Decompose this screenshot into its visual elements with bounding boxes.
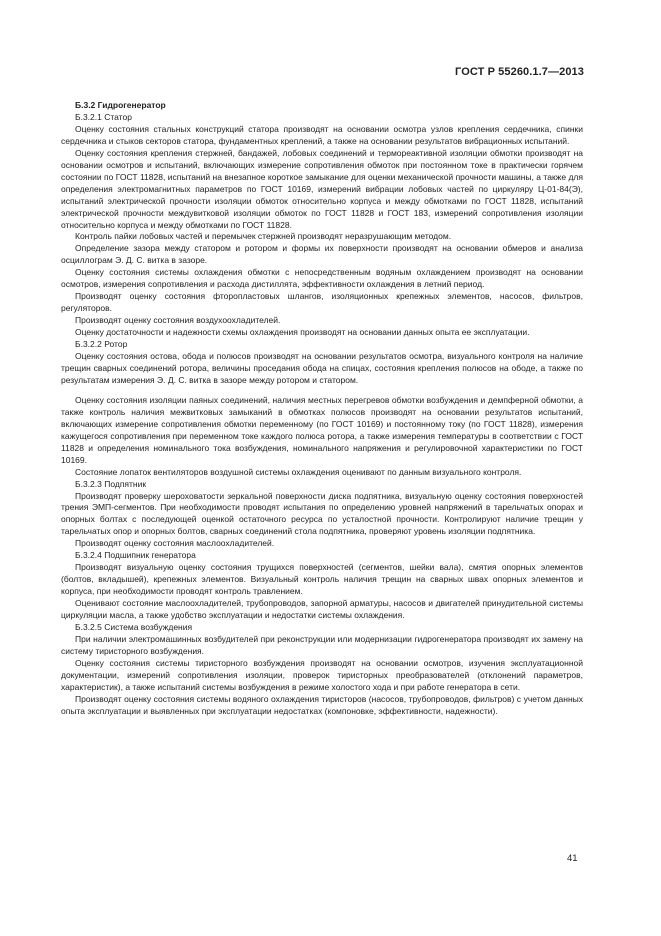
- paragraph: Производят оценку состояния воздухоохладителей.: [75, 315, 281, 326]
- paragraph: Контроль пайки лобовых частей и перемычек стержней производят неразрушающим методом.: [75, 231, 452, 242]
- subsection-heading-generator-bearing: Б.3.2.4 Подшипник генератора: [75, 550, 196, 561]
- paragraph: Оценку состояния крепления стержней, бандажей, лобовых соединений и термореактивной изоляции обмотки производят на основании осмотров и испытаний, включающих измерение сопротивления обмоток при постоянном токе в практически горячем состоянии по ГОСТ 11828, испытаний на внезапное короткое замыкание для оценки механической прочности машины, а также для определения электромагнитных параметров по ГОСТ 10169, измерений вибрации лобовых частей по циркуляру Ц-01-84(Э), испытаний электрической прочности изоляции обмоток относительно корпуса и между обмотками по ГОСТ 11828, испытаний электрической прочности междувитковой изоляции обмоток по ГОСТ 11828 и ГОСТ 183, измерений сопротивления изоляции относительно корпуса и между обмотками по ГОСТ 11828.: [61, 147, 583, 230]
- paragraph: При наличии электромашинных возбудителей при реконструкции или модернизации гидрогенератора производят их замену на систему тиристорного возбуждения.: [61, 633, 583, 656]
- paragraph: Оценку состояния стальных конструкций статора производят на основании осмотра узлов крепления сердечника, спинки сердечника и стыков секторов статора, фундаментных креплений, а также на основании результатов вибрационных испытаний.: [61, 123, 583, 146]
- paragraph: Определение зазора между статором и ротором и формы их поверхности производят на основании обмеров и анализа осциллограм Э. Д. С. витка в зазоре.: [61, 243, 583, 266]
- paragraph: Производят оценку состояния фторопластовых шлангов, изоляционных крепежных элементов, насосов, фильтров, регуляторов.: [61, 291, 583, 314]
- subsection-heading-rotor: Б.3.2.2 Ротор: [75, 339, 128, 350]
- paragraph: Оценку состояния системы тиристорного возбуждения производят на основании осмотров, изучения эксплуатационной документации, измерений сопротивления изоляции, проверок тиристорных преобразователей (отклонений параметров, характеристик), а также испытаний системы возбуждения в режиме холостого хода и при работе генератора в сети.: [61, 657, 583, 692]
- page-number: 41: [567, 853, 578, 864]
- subsection-heading-excitation-system: Б.3.2.5 Система возбуждения: [75, 621, 193, 632]
- paragraph: Оценку состояния изоляции паяных соединений, наличия местных перегревов обмотки возбуждения и демпферной обмотки, а также контроль наличия межвитковых замыканий в обмотках полюсов производят на основании результатов испытаний, включающих измерение сопротивления обмотки переменному (по ГОСТ 10169) и постоянному току (по ГОСТ 11828), измерения кажущегося сопротивления при переменном токе каждого полюса ротора, а также измерения температуры в соответствии с ГОСТ 11828 и определения номинального тока возбуждения, номинального напряжения и регулировочной характеристики по ГОСТ 10169.: [61, 394, 583, 465]
- subsection-heading-thrust-bearing: Б.3.2.3 Подпятник: [75, 478, 147, 489]
- paragraph: Оценивают состояние маслоохладителей, трубопроводов, запорной арматуры, насосов и двигателей принудительной системы циркуляции масла, а также удобство эксплуатации и недостатки системы охлаждения.: [61, 598, 583, 621]
- standard-header: ГОСТ Р 55260.1.7—2013: [455, 66, 584, 78]
- document-body: [61, 100, 583, 718]
- section-heading: Б.3.2 Гидрогенератор: [75, 100, 166, 110]
- paragraph: Производят оценку состояния маслоохладителей.: [75, 538, 275, 549]
- paragraph: Производят проверку шероховатости зеркальной поверхности диска подпятника, визуальную оценку состояния поверхностей трения ЭМП-сегментов. При необходимости проводят испытания по определению уровней напряжений в тарельчатых опорах и опорных болтах с последующей оценкой остаточного ресурса по усталостной прочности. Контролируют наличие трещин у тарельчатых опор и опорных болтов, сварных соединений стола подпятника, проверяют уровень изоляции подпятника.: [61, 490, 583, 537]
- paragraph: Производят визуальную оценку состояния трущихся поверхностей (сегментов, шейки вала), смятия опорных элементов (болтов, вкладышей), крепежных элементов. Визуальный контроль наличия трещин на сварных швах опорных элементов и корпуса, при необходимости проводят контроль травлением.: [61, 562, 583, 597]
- paragraph: Производят оценку состояния системы водяного охлаждения тиристоров (насосов, трубопроводов, фильтров) с учетом данных опыта эксплуатации и выявленных при эксплуатации недостатках (компоновке, эффективности, надежности).: [61, 693, 583, 716]
- subsection-heading-stator: Б.3.2.1 Статор: [75, 111, 132, 122]
- spacer: [61, 387, 583, 395]
- paragraph: Состояние лопаток вентиляторов воздушной системы охлаждения оценивают по данным визуального контроля.: [75, 466, 522, 477]
- paragraph: Оценку состояния системы охлаждения обмотки с непосредственным водяным охлаждением производят на основании осмотров, измерения сопротивления и расхода дистиллята, эффективности охлаждения в летний период.: [61, 267, 583, 290]
- paragraph: Оценку достаточности и надежности схемы охлаждения производят на основании данных опыта ее эксплуатации.: [75, 327, 530, 338]
- paragraph: Оценку состояния остова, обода и полюсов производят на основании результатов осмотра, визуального контроля на наличие трещин сварных соединений ротора, величины проседания обода на спицах, состояния крепления полюсов на ободе, а также по результатам измерения Э. Д. С. витка в зазоре между ротором и статором.: [61, 351, 583, 385]
